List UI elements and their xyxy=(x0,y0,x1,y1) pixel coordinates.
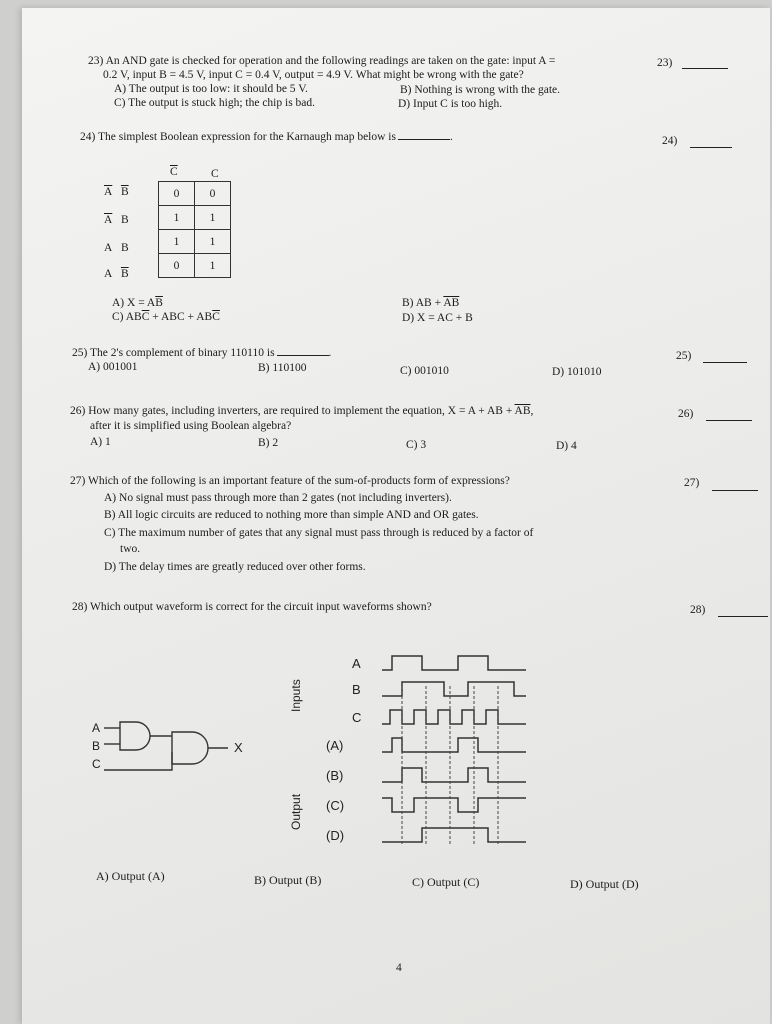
circuit-input-c-label: C xyxy=(92,757,101,771)
q25-option-a: A) 001001 xyxy=(88,361,138,373)
waveform-trace xyxy=(382,798,526,812)
kmap-row-label: $\overline{A}$ B xyxy=(104,214,129,226)
kmap-col-header-c: C xyxy=(211,168,219,180)
q26-option-a: A) 1 xyxy=(90,436,111,448)
waveform-label: C xyxy=(352,710,362,725)
q23-number: 23) xyxy=(657,57,673,69)
waveform-label: (B) xyxy=(326,768,344,783)
timing-diagram xyxy=(280,650,530,870)
kmap-cell: 1 xyxy=(159,206,195,230)
q23-answer-blank[interactable] xyxy=(682,68,728,69)
waveform-trace xyxy=(382,656,526,670)
q24-number: 24) xyxy=(662,135,678,147)
q26-option-c: C) 3 xyxy=(406,439,427,451)
q26-option-b: B) 2 xyxy=(258,437,279,449)
waveform-label: B xyxy=(352,682,361,697)
q28-text: 28) Which output waveform is correct for the circuit input waveforms shown? xyxy=(72,601,432,613)
waveform-trace xyxy=(382,828,526,842)
kmap-row-label: A $\overline{B}$ xyxy=(104,268,129,280)
kmap-cell: 1 xyxy=(195,230,231,254)
kmap-cell: 1 xyxy=(195,206,231,230)
kmap-cell: 0 xyxy=(159,182,195,206)
waveform-trace xyxy=(382,710,526,724)
q25-option-d: D) 101010 xyxy=(552,366,602,378)
q26-number: 26) xyxy=(678,408,694,420)
q28-option-d: D) Output (D) xyxy=(570,877,639,891)
waveform-trace xyxy=(382,768,526,782)
kmap-row-label: $\overline{A}$ $\overline{B}$ xyxy=(104,186,129,198)
q23-option-b: B) Nothing is wrong with the gate. xyxy=(400,84,561,96)
q25-option-c: C) 001010 xyxy=(400,365,449,377)
circuit-input-a-label: A xyxy=(92,721,101,735)
kmap-cell: 1 xyxy=(159,230,195,254)
q23-option-a: A) The output is too low: it should be 5 V. xyxy=(114,83,308,95)
q26-line2: after it is simplified using Boolean algebra? xyxy=(90,420,292,432)
kmap-cell: 1 xyxy=(195,254,231,278)
q27-option-c: C) The maximum number of gates that any signal must pass through is reduced by a factor of xyxy=(104,527,534,539)
q28-answer-blank[interactable] xyxy=(718,616,768,617)
and-gate-2 xyxy=(172,732,208,764)
circuit-output-label: X xyxy=(234,740,243,755)
q24-option-a: A) $X = A\overline{B}$ xyxy=(112,297,163,309)
q23-option-d: D) Input C is too high. xyxy=(398,98,503,110)
q24-option-b: B) AB + $\overline{AB}$ xyxy=(402,297,460,309)
q27-option-c-cont: two. xyxy=(120,543,141,555)
logic-circuit-diagram xyxy=(88,712,268,782)
kmap-cell: 0 xyxy=(195,182,231,206)
q26-line1: 26) How many gates, including inverters, are required to implement the equation, X = A + AB + $\overline{AB}$, xyxy=(70,405,534,417)
waveform-trace xyxy=(382,682,526,696)
and-gate-1 xyxy=(120,722,150,750)
q27-answer-blank[interactable] xyxy=(712,490,758,491)
q28-number: 28) xyxy=(690,604,706,616)
q23-line1: 23) An AND gate is checked for operation and the following readings are taken on the gate: input A = xyxy=(88,55,556,67)
waveform-label: (C) xyxy=(326,798,345,813)
q23-line2: 0.2 V, input B = 4.5 V, input C = 0.4 V, output = 4.9 V. What might be wrong with the gate? xyxy=(103,69,524,81)
q28-option-a: A) Output (A) xyxy=(96,869,165,883)
q24-answer-blank[interactable] xyxy=(690,147,732,148)
waveform-trace xyxy=(382,738,526,752)
kmap-col-header-cbar: $\overline{C}$ xyxy=(170,166,178,178)
q24-text: 24) The simplest Boolean expression for the Karnaugh map below is . xyxy=(80,131,453,143)
q24-option-d: D) X = AC + B xyxy=(402,312,473,324)
q26-answer-blank[interactable] xyxy=(706,420,752,421)
q27-option-a: A) No signal must pass through more than 2 gates (not including inverters). xyxy=(104,492,452,504)
page-number: 4 xyxy=(396,962,402,974)
kmap-row-label: A B xyxy=(104,242,129,254)
waveform-label: A xyxy=(352,656,361,671)
q28-option-c: C) Output (C) xyxy=(412,875,480,889)
karnaugh-map xyxy=(158,181,231,278)
q27-option-b: B) All logic circuits are reduced to nothing more than simple AND and OR gates. xyxy=(104,509,479,521)
circuit-input-b-label: B xyxy=(92,739,101,753)
q27-text: 27) Which of the following is an important feature of the sum-of-products form of expressions? xyxy=(70,475,510,487)
q28-option-b: B) Output (B) xyxy=(254,873,322,887)
q25-answer-blank[interactable] xyxy=(703,362,747,363)
kmap-cell: 0 xyxy=(159,254,195,278)
q26-option-d: D) 4 xyxy=(556,440,577,452)
q27-number: 27) xyxy=(684,477,700,489)
q25-text: 25) The 2's complement of binary 110110 is . xyxy=(72,347,332,359)
waveform-label: (A) xyxy=(326,738,344,753)
output-axis-label: Output xyxy=(289,793,303,830)
q27-option-d: D) The delay times are greatly reduced over other forms. xyxy=(104,561,366,573)
q25-number: 25) xyxy=(676,350,692,362)
inputs-axis-label: Inputs xyxy=(289,679,303,712)
q23-option-c: C) The output is stuck high; the chip is bad. xyxy=(114,97,316,109)
q25-option-b: B) 110100 xyxy=(258,362,307,374)
wire-c xyxy=(104,752,172,770)
q24-option-c: C) $AB\overline{C}$ + ABC + $AB\overline{C}$ xyxy=(112,311,220,323)
waveform-label: (D) xyxy=(326,828,345,843)
